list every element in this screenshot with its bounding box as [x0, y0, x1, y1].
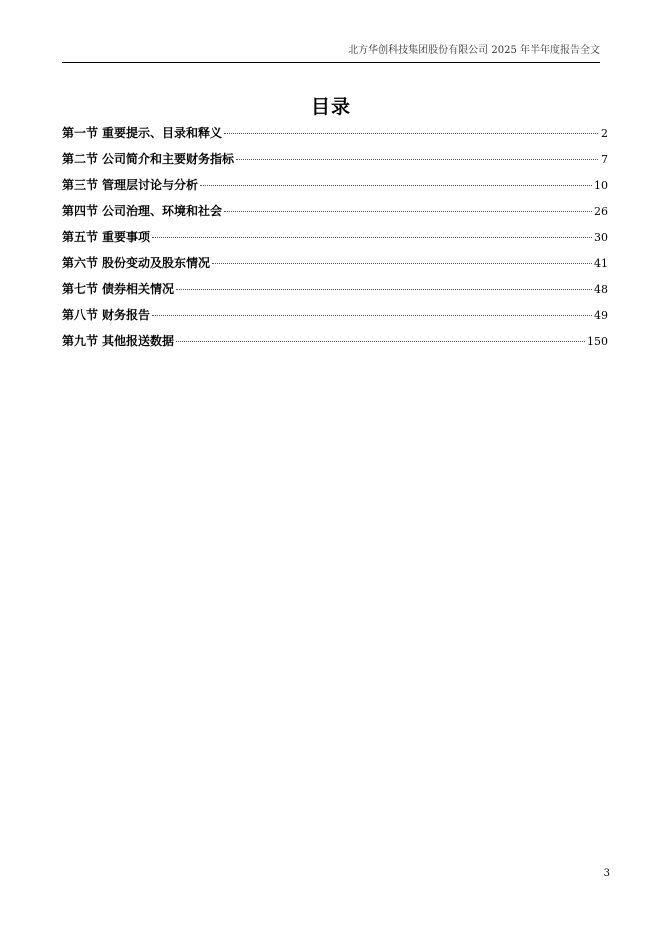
toc-section-number: 第九节: [62, 334, 99, 348]
toc-entry-label: [62, 332, 174, 350]
toc-dot-leader: [224, 211, 592, 212]
toc-section-number: 第八节: [62, 308, 99, 322]
toc-section-number: 第七节: [62, 282, 99, 296]
toc-section-title: 管理层讨论与分析: [102, 178, 199, 192]
toc-entry-label: [62, 280, 174, 298]
toc-entry[interactable]: [62, 124, 608, 150]
toc-section-number: 第二节: [62, 152, 99, 166]
toc-section-title: 公司简介和主要财务指标: [102, 152, 235, 166]
toc-dot-leader: [152, 315, 592, 316]
toc-section-title: 债券相关情况: [102, 282, 175, 296]
toc-entry-label: [62, 306, 150, 324]
page-number: 3: [603, 868, 610, 879]
toc-entry-label: [62, 176, 198, 194]
toc-section-number: 第一节: [62, 126, 99, 140]
toc-entry[interactable]: [62, 176, 608, 202]
toc-page-number: 7: [601, 153, 608, 166]
toc-section-title: 公司治理、环境和社会: [102, 204, 223, 218]
toc-page-number: 48: [594, 283, 608, 296]
toc-entry[interactable]: [62, 150, 608, 176]
toc-entry[interactable]: [62, 280, 608, 306]
table-of-contents: [62, 124, 608, 358]
toc-page-number: 2: [601, 127, 608, 140]
toc-section-title: 重要事项: [102, 230, 151, 244]
toc-entry[interactable]: [62, 306, 608, 332]
toc-page-number: 49: [594, 309, 608, 322]
toc-entry[interactable]: [62, 254, 608, 280]
toc-entry[interactable]: [62, 332, 608, 358]
toc-dot-leader: [200, 185, 592, 186]
toc-dot-leader: [212, 263, 592, 264]
toc-section-title: 重要提示、目录和释义: [102, 126, 223, 140]
toc-page-number: 26: [594, 205, 608, 218]
page-header: [62, 44, 600, 63]
toc-section-number: 第三节: [62, 178, 99, 192]
toc-dot-leader: [152, 237, 592, 238]
toc-section-number: 第六节: [62, 256, 99, 270]
toc-entry-label: [62, 228, 150, 246]
toc-section-title: 股份变动及股东情况: [102, 256, 211, 270]
header-text: 北方华创科技集团股份有限公司 2025 年半年度报告全文: [348, 45, 600, 56]
toc-page-number: 41: [594, 257, 608, 270]
toc-section-title: 财务报告: [102, 308, 151, 322]
toc-dot-leader: [176, 289, 592, 290]
toc-section-title: 其他报送数据: [102, 334, 175, 348]
toc-dot-leader: [224, 133, 598, 134]
toc-section-number: 第五节: [62, 230, 99, 244]
page-title: 目录: [310, 96, 351, 118]
toc-entry-label: [62, 124, 222, 142]
toc-section-number: 第四节: [62, 204, 99, 218]
toc-page-number: 30: [594, 231, 608, 244]
toc-dot-leader: [176, 341, 585, 342]
toc-entry[interactable]: [62, 228, 608, 254]
toc-dot-leader: [236, 159, 598, 160]
toc-entry-label: [62, 254, 210, 272]
toc-page-number: 10: [594, 179, 608, 192]
toc-page-number: 150: [587, 335, 608, 348]
toc-entry-label: [62, 150, 234, 168]
toc-entry-label: [62, 202, 222, 220]
toc-entry[interactable]: [62, 202, 608, 228]
